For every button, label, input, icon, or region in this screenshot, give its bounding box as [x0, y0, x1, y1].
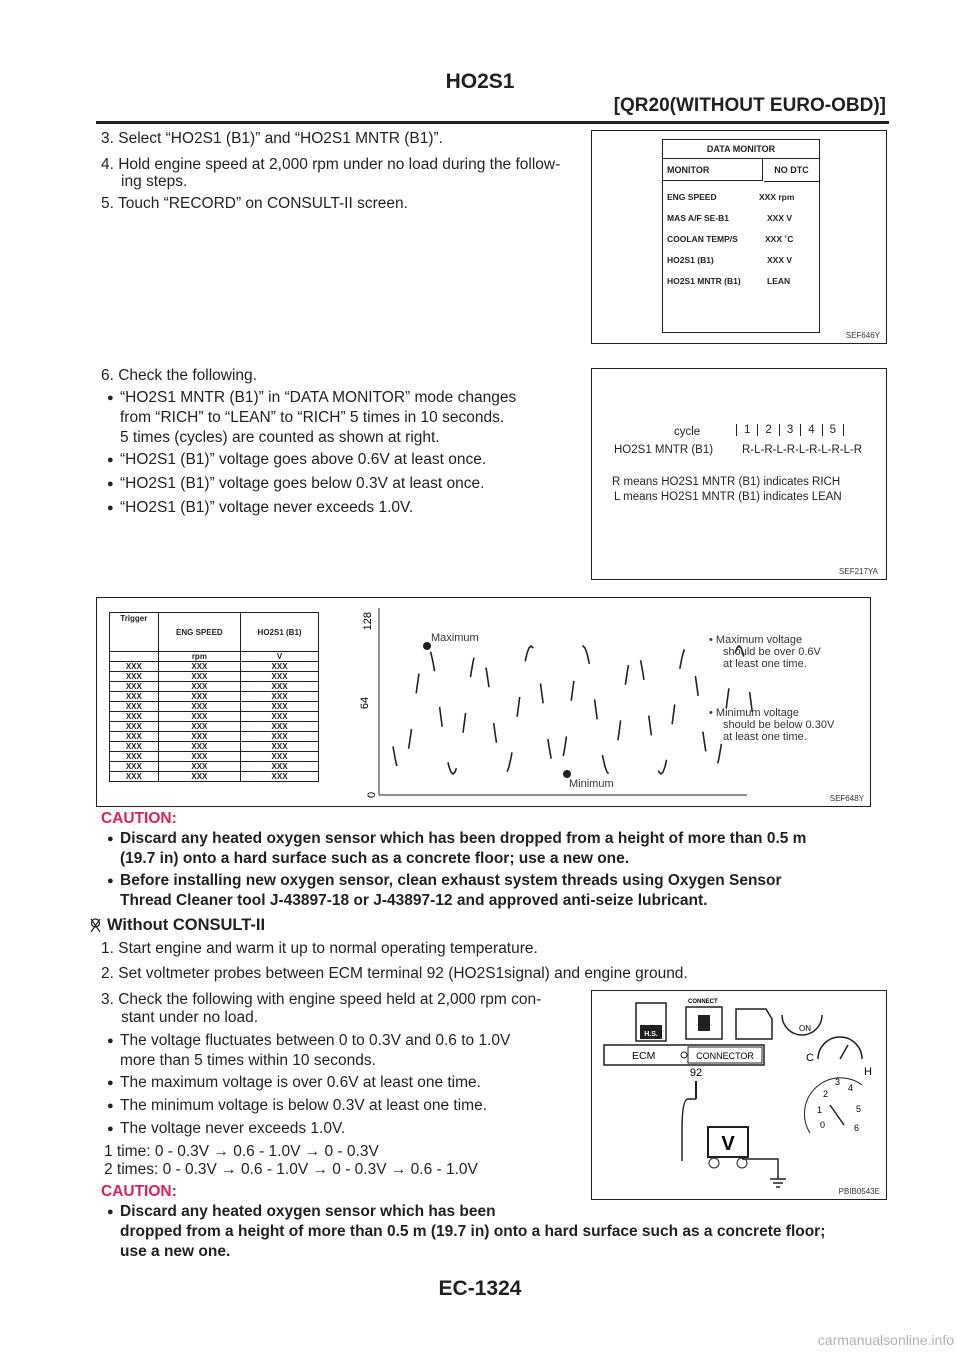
monitor-row-value: XXX ˚C [765, 234, 794, 244]
watermark: carmanualsonline.info [817, 1332, 954, 1348]
bullet [107, 1031, 511, 1071]
step-6: 6. Check the following. [101, 367, 257, 384]
cycle-number: 1 [736, 424, 757, 436]
bullet-text: from “RICH” to “LEAN” to “RICH” 5 times in 10 seconds. [120, 409, 505, 426]
table-cell: XXX [110, 752, 159, 762]
page-subtitle: [QR20(WITHOUT EURO-OBD)] [613, 95, 886, 116]
page-title: HO2S1 [445, 70, 515, 93]
cycle-row-label: HO2S1 MNTR (B1) [614, 444, 714, 456]
bullet-dot: ● [107, 454, 114, 466]
scale-label: 1 [817, 1105, 823, 1115]
bullet-dot: ● [107, 478, 114, 490]
table-cell: XXX [241, 762, 319, 772]
figure-code: PBIB0543E [838, 1187, 880, 1196]
waveform-svg [97, 598, 870, 806]
table-cell: XXX [110, 692, 159, 702]
step-3-cont: stant under no load. [121, 1009, 259, 1026]
scale-label: 4 [848, 1083, 854, 1093]
temp-hot-label: H [864, 1066, 872, 1078]
sequence-1: 1 time: 0 - 0.3V → 0.6 - 1.0V → 0 - 0.3V [104, 1143, 379, 1160]
meter-needle [830, 1105, 844, 1125]
temp-gauge-icon [818, 1037, 862, 1059]
ignition-on-label: ON [799, 1024, 811, 1033]
table-cell: XXX [241, 752, 319, 762]
caution-text: use a new one. [120, 1243, 231, 1260]
table-cell: XXX [241, 702, 319, 712]
caution-text: dropped from a height of more than 0.5 m (19.7 in) onto a hard surface such as a concrete floor; [120, 1223, 826, 1240]
bullet [107, 388, 578, 448]
table-cell: XXX [110, 742, 159, 752]
note-min: at least one time. [723, 731, 807, 743]
bullet-text: The minimum voltage is below 0.3V at least one time. [120, 1097, 488, 1114]
cycle-number: 4 [800, 424, 821, 436]
bullet-text: “HO2S1 (B1)” voltage goes below 0.3V at least once. [120, 475, 485, 492]
voltmeter-svg [592, 991, 886, 1199]
data-monitor-figure [591, 130, 887, 344]
bullet [107, 1096, 488, 1116]
terminal-pin [681, 1052, 687, 1058]
caution-heading: CAUTION: [101, 810, 177, 827]
table-cell: XXX [158, 682, 240, 692]
table-cell: XXX [158, 662, 240, 672]
temp-needle [840, 1045, 848, 1059]
scale-label: 0 [820, 1120, 826, 1130]
figure-code: SEF217YA [839, 567, 878, 576]
table-cell: XXX [110, 682, 159, 692]
y-tick-label: 0 [366, 791, 378, 798]
cycle-note-rich: R means HO2S1 MNTR (B1) indicates RICH [612, 476, 841, 488]
caution-text: Before installing new oxygen sensor, clean exhaust system threads using Oxygen Sensor [120, 872, 782, 889]
temp-cold-label: C [806, 1052, 814, 1064]
table-head: Trigger [110, 613, 159, 652]
cycle-number: 3 [779, 424, 800, 436]
table-cell: XXX [158, 742, 240, 752]
caution-bullet [107, 1202, 496, 1222]
table-cell: XXX [158, 772, 240, 782]
table-cell: XXX [241, 732, 319, 742]
table-head: HO2S1 (B1) [241, 613, 319, 652]
table-cell: XXX [158, 712, 240, 722]
maximum-label: Maximum [431, 632, 479, 644]
monitor-row-value: XXX rpm [759, 192, 795, 202]
step-3: 3. Check the following with engine speed held at 2,000 rpm con- [101, 991, 542, 1008]
minimum-marker [563, 770, 571, 778]
cycle-number: 5 [822, 424, 844, 436]
bullet [107, 1119, 346, 1139]
connect-label: CONNECT [688, 999, 718, 1005]
scale-label: 6 [854, 1123, 860, 1133]
monitor-row-value: XXX V [767, 255, 793, 265]
y-tick-label: 64 [359, 696, 371, 710]
page-number: EC-1324 [438, 1277, 522, 1300]
scale-label: 2 [823, 1089, 829, 1099]
table-cell: XXX [241, 692, 319, 702]
table-cell: XXX [158, 732, 240, 742]
bullet-text: The voltage fluctuates between 0 to 0.3V and 0.6 to 1.0V [120, 1032, 511, 1049]
caution-text: Discard any heated oxygen sensor which has been [120, 1203, 496, 1220]
table-cell: XXX [241, 712, 319, 722]
section-heading [89, 916, 265, 935]
probe-wire-positive [682, 1099, 696, 1161]
bullet-dot: ● [107, 1077, 114, 1089]
bullet-dot: ● [107, 392, 114, 404]
table-cell: XXX [241, 722, 319, 732]
connector-label: CONNECTOR [696, 1051, 754, 1061]
waveform-figure [96, 597, 871, 807]
table-cell: XXX [110, 662, 159, 672]
cycle-number: 2 [757, 424, 778, 436]
table-cell: XXX [241, 672, 319, 682]
monitor-screen [662, 139, 820, 333]
positive-terminal [709, 1158, 719, 1168]
caution-text: Thread Cleaner tool J-43897-18 or J-43897-12 and approved anti-seize lubricant. [120, 892, 708, 909]
note-max: at least one time. [723, 658, 807, 670]
caution-heading: CAUTION: [101, 1183, 177, 1200]
bullet-dot: ● [107, 875, 114, 887]
hs-label: H.S. [644, 1031, 658, 1038]
engine-icon [736, 1009, 772, 1039]
monitor-row-label: HO2S1 MNTR (B1) [667, 276, 741, 286]
y-tick-label: 128 [362, 612, 374, 631]
table-cell: XXX [158, 702, 240, 712]
table-cell: XXX [158, 762, 240, 772]
figure-code: SEF648Y [829, 794, 864, 803]
cycle-figure [591, 368, 887, 580]
step-5: 5. Touch “RECORD” on CONSULT-II screen. [101, 195, 408, 212]
bullet [107, 498, 414, 518]
cycle-boxes [736, 424, 844, 436]
table-cell: XXX [110, 712, 159, 722]
table-cell: XXX [158, 692, 240, 702]
bullet-text: The maximum voltage is over 0.6V at least one time. [120, 1074, 481, 1091]
bullet [107, 1073, 481, 1093]
table-head: ENG SPEED [158, 613, 240, 652]
monitor-row-label: ENG SPEED [667, 192, 717, 202]
bullet-text: The voltage never exceeds 1.0V. [120, 1120, 346, 1137]
note-max: • Maximum voltage [709, 634, 803, 646]
cycle-label: cycle [674, 426, 701, 438]
monitor-row-value: LEAN [767, 276, 791, 286]
monitor-title: DATA MONITOR [663, 140, 819, 159]
figure-code: SEF646Y [845, 331, 880, 340]
caution-text: Discard any heated oxygen sensor which has been dropped from a height of more than 0.5 m [120, 830, 807, 847]
monitor-row-label: MAS A/F SE-B1 [667, 213, 730, 223]
step-4: 4. Hold engine speed at 2,000 rpm under no load during the follow- [101, 156, 561, 173]
caution-bullet [107, 829, 807, 869]
step-4-cont: ing steps. [121, 173, 188, 190]
maximum-marker [423, 642, 431, 650]
scale-label: 3 [835, 1077, 841, 1087]
table-cell: XXX [110, 702, 159, 712]
table-unit: V [241, 652, 319, 662]
step-1: 1. Start engine and warm it up to normal operating temperature. [101, 940, 538, 957]
table-cell: XXX [158, 722, 240, 732]
table-cell: XXX [110, 772, 159, 782]
bullet-dot: ● [107, 1100, 114, 1112]
monitor-row-label: COOLAN TEMP/S [667, 234, 738, 244]
cycle-pattern: R-L-R-L-R-L-R-L-R-L-R [742, 444, 863, 456]
table-cell: XXX [158, 672, 240, 682]
bullet-dot: ● [107, 833, 114, 845]
table-cell: XXX [158, 752, 240, 762]
tool-icon [89, 918, 102, 933]
note-min: should be below 0.30V [723, 719, 835, 731]
sequence-2: 2 times: 0 - 0.3V → 0.6 - 1.0V → 0 - 0.3V → 0.6 - 1.0V [104, 1161, 478, 1178]
caution-text: (19.7 in) onto a hard surface such as a concrete floor; use a new one. [120, 850, 630, 867]
header-rule [96, 121, 889, 124]
table-cell: XXX [241, 662, 319, 672]
bullet [107, 450, 487, 470]
voltmeter-figure [591, 990, 887, 1200]
waveform-trace [393, 646, 757, 774]
step-2: 2. Set voltmeter probes between ECM terminal 92 (HO2S1signal) and engine ground. [101, 965, 688, 982]
terminal-label: 92 [689, 1067, 703, 1079]
caution-bullet [107, 871, 782, 911]
bullet-text: “HO2S1 (B1)” voltage goes above 0.6V at least once. [120, 451, 487, 468]
table-cell: XXX [110, 672, 159, 682]
cycle-note-lean: L means HO2S1 MNTR (B1) indicates LEAN [614, 491, 842, 503]
ecm-label: ECM [632, 1050, 656, 1062]
table-cell: XXX [241, 742, 319, 752]
voltmeter-label: V [721, 1133, 735, 1155]
bullet-text: “HO2S1 MNTR (B1)” in “DATA MONITOR” mode changes [120, 389, 517, 406]
table-cell: XXX [241, 682, 319, 692]
table-cell: XXX [110, 722, 159, 732]
bullet-dot: ● [107, 502, 114, 514]
table-cell: XXX [110, 732, 159, 742]
step-3: 3. Select “HO2S1 (B1)” and “HO2S1 MNTR (B1)”. [101, 130, 443, 147]
bullet [107, 474, 485, 494]
monitor-row-label: HO2S1 (B1) [667, 255, 714, 265]
connector-icon-plug [698, 1015, 710, 1031]
table-unit: rpm [158, 652, 240, 662]
section-title: Without CONSULT-II [107, 916, 266, 934]
monitor-row-value: XXX V [767, 213, 793, 223]
table-cell: XXX [241, 772, 319, 782]
bullet-dot: ● [107, 1123, 114, 1135]
table-cell: XXX [110, 762, 159, 772]
bullet-dot: ● [107, 1206, 114, 1218]
note-max: should be over 0.6V [723, 646, 821, 658]
note-min: • Minimum voltage [709, 707, 800, 719]
scale-label: 5 [856, 1104, 862, 1114]
bullet-text: 5 times (cycles) are counted as shown at right. [120, 429, 440, 446]
bullet-text: more than 5 times within 10 seconds. [120, 1052, 376, 1069]
bullet-text: “HO2S1 (B1)” voltage never exceeds 1.0V. [120, 499, 414, 516]
minimum-label: Minimum [569, 778, 614, 790]
monitor-col-left: MONITOR [663, 159, 763, 181]
monitor-col-right: NO DTC [764, 159, 819, 182]
bullet-dot: ● [107, 1035, 114, 1047]
